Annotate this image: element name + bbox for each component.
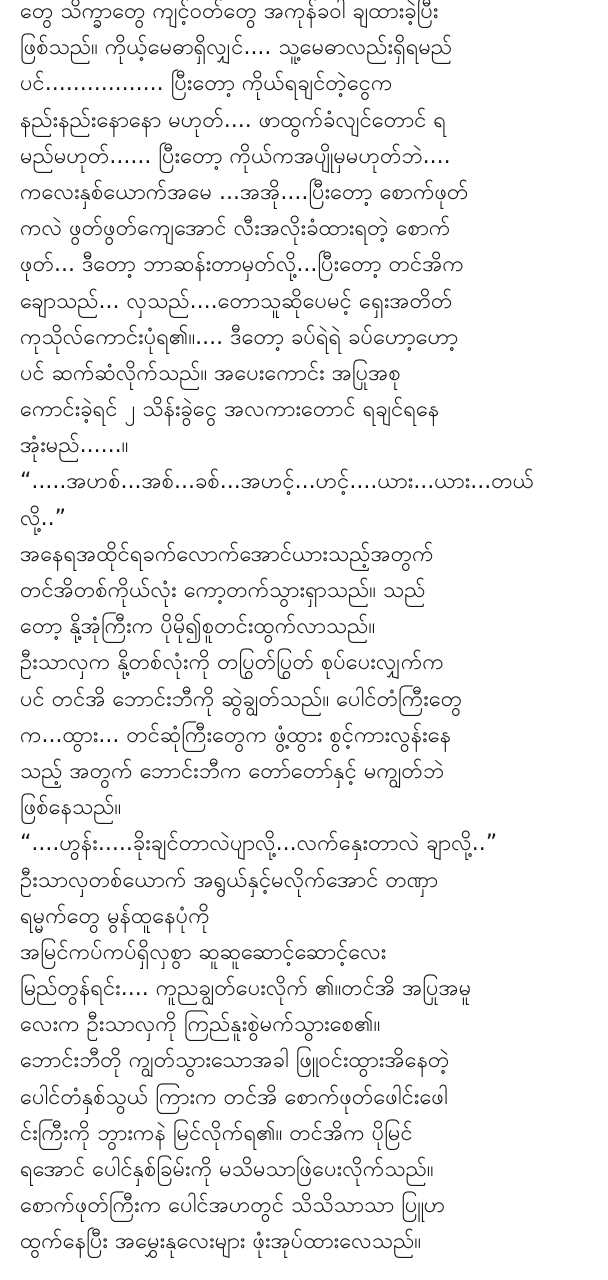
text-line: ပေါင်တံနှစ်သွယ် ကြားက တင်အိ စောက်ဖုတ်ဖေါင်းဖေါ [20, 1084, 448, 1110]
text-line: က...ထွား... တင်ဆုံကြီးတွေက ဖွံ့ထွား စွင့်ကားလွန်းနေ [20, 722, 452, 748]
text-line: ပင် ဆက်ဆံလိုက်သည်။ အပေးကောင်း အပြုအစု [20, 360, 401, 386]
text-line: လေးက ဦးသာလှကို ကြည်နူးစွဲမက်သွားစေ၏။ [20, 1012, 381, 1038]
text-line: ပင်................. ပြီးတော့ ကိုယ်ရချင်တဲ့ငွေက [20, 71, 393, 97]
text-line: အနေရအထိုင်ရခက်လောက်အောင်ယားသည့်အတွက် [20, 541, 434, 567]
text-line: “....ဟွန်း.....ခိုးချင်တာလဲပျာလို့...လက်နှေးတာလဲ ချာလို့..” [20, 831, 498, 857]
text-line: ရအောင် ပေါင်နှစ်ခြမ်းကို မသိမသာဖြဲပေးလိုက်သည်။ [20, 1157, 434, 1182]
text-line: အမြင်ကပ်ကပ်ရှိလှစွာ ဆူဆူဆောင့်ဆောင့်လေး [20, 939, 387, 965]
text-line: အုံးမည်......။ [20, 433, 129, 459]
text-line: ဦးသာလှတစ်ယောက် အရွယ်နှင့်မလိုက်အောင် တဏှာ [20, 867, 439, 893]
text-line: မြည်တွန်ရင်း.... ကူညချွတ်ပေးလိုက် ၏။တင်အိ အပြုအမူ [20, 976, 472, 1002]
text-line: ကလေးနှစ်ယောက်အမေ ...အအို....ပြီးတော့ စောက်ဖုတ် [20, 179, 469, 205]
text-line: သည့် အတွက် ဘောင်းဘီက တော်တော်နှင့် မကျွတ်ဘဲ [20, 758, 445, 784]
text-line: ထွက်နေပြီး အမွှေးနုလေးများ ဖုံးအုပ်ထားလေသည်။ [20, 1229, 422, 1255]
text-line: ချောသည်... လှသည်....တောသူဆိုပေမင့် ရှေးအတိတ် [20, 288, 453, 314]
text-line: ဦးသာလှက နို့တစ်လုံးကို တပြွတ်ပြွတ် စုပ်ပေးလျှက်က [20, 650, 444, 676]
text-line: ဖြစ်နေသည်။ [20, 795, 122, 821]
text-line: မည်မဟုတ်...... ပြီးတော့ ကိုယ်ကအပျိုမှမဟုတ်ဘဲ.... [20, 143, 451, 169]
text-line: လို့..” [20, 505, 67, 531]
text-line: ရမ္မက်တွေ မွန်ထူနေပုံကို [20, 903, 210, 929]
text-line: ဘောင်းဘီတို ကျွတ်သွားသောအခါ ဖြူဝင်းထွားအိနေတဲ့ [20, 1048, 450, 1074]
text-line: တွေ သိက္ခာတွေ ကျင့်ဝတ်တွေ အကုန်ခဝါ ချထားခဲ့ပြီး [20, 0, 439, 24]
text-line: နည်းနည်းနောနော မဟုတ်.... ဖာထွက်ခံလျင်တောင် ရ [20, 107, 447, 133]
text-line: ပင် တင်အိ ဘောင်းဘီကို ဆွဲချွတ်သည်။ ပေါင်တံကြီးတွေ [20, 686, 463, 712]
text-line: တော့ နို့အုံကြီးက ပိုမို၍စူတင်းထွက်လာသည်။ [20, 614, 376, 640]
text-line: ကုသိုလ်ကောင်းပုံရ၏။.... ဒီတော့ ခပ်ရဲရဲ ခပ်ဟော့ဟော့ [20, 324, 459, 350]
text-line: တင်အိတစ်ကိုယ်လုံး ကော့တက်သွားရှာသည်။ သည် [20, 578, 426, 603]
text-line: ကောင်းခဲ့ရင် ၂ သိန်းခွဲငွေ အလကားတောင် ရချင်ရနေ [20, 397, 440, 423]
text-line: စောက်ဖုတ်ကြီးက ပေါင်အဟတွင် သိသိသာသာ ပြူဟ [20, 1193, 446, 1219]
text-line: ဖြစ်သည်။ ကိုယ့်မေဓာရှိလျှင်.... သူ့မေဓာလည်းရှိရမည် [20, 35, 453, 61]
text-line: င်းကြီးကို ဘွားကနဲ မြင်လိုက်ရ၏။ တင်အိက ပိုမြင် [20, 1120, 413, 1146]
text-line: ဖုတ်... ဒီတော့ ဘာဆန်းတာမှတ်လို့...ပြီးတော့ တင်အိက [20, 252, 464, 278]
story-text [20, 0, 605, 1261]
text-line: ကလဲ ဖွတ်ဖွတ်ကျေအောင် လီးအလိုးခံထားရတဲ့ စောက် [20, 216, 451, 242]
text-line: “.....အဟစ်...အစ်...ခစ်...အဟင့်...ဟင့်....ယား...ယား...တယ် [20, 469, 535, 495]
